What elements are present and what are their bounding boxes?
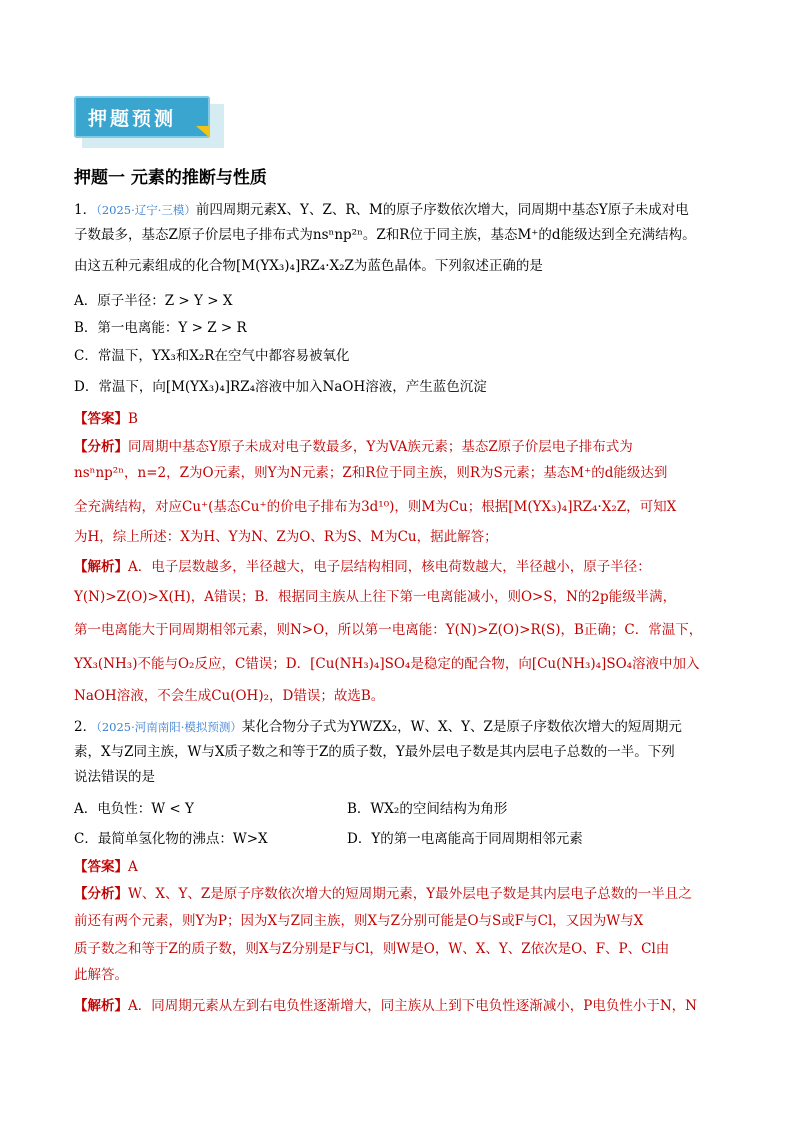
q1-option-b: B．第一电离能：Y > Z > R [74, 320, 247, 336]
section-title: 押题一 元素的推断与性质 [74, 168, 267, 188]
q1-stem-line2: 子数最多，基态Z原子价层电子排布式为nsⁿnp²ⁿ。Z和R位于同主族，基态M⁺的d能级达到全充满结构。 [74, 227, 696, 243]
section-banner [74, 96, 226, 148]
q1-explain-l5: NaOH溶液，不会生成Cu(OH)₂，D错误；故选B。 [74, 688, 385, 704]
q2-option-b: B．WX₂的空间结构为角形 [347, 801, 508, 817]
q2-analysis-l1: 【分析】W、X、Y、Z是原子序数依次增大的短周期元素，Y最外层电子数是其内层电子总数的一半且之 [74, 886, 692, 902]
q2-option-d: D．Y的第一电离能高于同周期相邻元素 [347, 831, 583, 847]
q2-option-c: C．最简单氢化物的沸点：W>X [74, 831, 268, 847]
q2-option-a: A．电负性：W < Y [74, 801, 194, 817]
q2-stem-line3: 说法错误的是 [74, 769, 155, 785]
q1-analysis-l3: 全充满结构，对应Cu⁺(基态Cu⁺的价电子排布为3d¹⁰)，则M为Cu；根据[M(YX₃)₄]RZ₄·X₂Z，可知X [74, 499, 677, 515]
q2-source: （2025·河南南阳·模拟预测） [96, 720, 242, 734]
q1-analysis-l2: nsⁿnp²ⁿ，n=2，Z为O元素，则Y为N元素；Z和R位于同主族，则R为S元素；基态M⁺的d能级达到 [74, 465, 668, 481]
q1-stem-line1: 1．（2025·辽宁·三模）前四周期元素X、Y、Z、R、M的原子序数依次增大，同周期中基态Y原子未成对电 [74, 202, 689, 218]
q2-analysis-l2: 前还有两个元素，则Y为P；因为X与Z同主族，则X与Z分别可能是O与S或F与Cl，又因为W与X [74, 913, 644, 929]
banner-text: 押题预测 [88, 108, 177, 130]
q2-explain-l1: 【解析】A．同周期元素从左到右电负性逐渐增大，同主族从上到下电负性逐渐减小，P电负性小于N，N [74, 998, 697, 1014]
q1-explain-l2: Y(N)>Z(O)>X(H)，A错误；B．根据同主族从上往下第一电离能减小，则O>S，N的2p能级半满， [74, 589, 677, 605]
q1-source: （2025·辽宁·三模） [96, 203, 196, 217]
q2-answer: 【答案】A [74, 859, 138, 875]
q1-explain-l4: YX₃(NH₃)不能与O₂反应，C错误；D．[Cu(NH₃)₄]SO₄是稳定的配合物，向[Cu(NH₃)₄]SO₄溶液中加入 [74, 656, 700, 672]
q1-option-c: C．常温下，YX₃和X₂R在空气中都容易被氧化 [74, 348, 350, 364]
q2-stem-line1: 2．（2025·河南南阳·模拟预测）某化合物分子式为YWZX₂，W、X、Y、Z是原子序数依次增大的短周期元 [74, 719, 682, 735]
q1-explain-l1: 【解析】A．电子层数越多，半径越大，电子层结构相同，核电荷数越大，半径越小，原子半径： [74, 559, 651, 575]
q1-analysis-l4: 为H，综上所述：X为H、Y为N、Z为O、R为S、M为Cu，据此解答； [74, 529, 498, 545]
q1-stem-line3: 由这五种元素组成的化合物[M(YX₃)₄]RZ₄·X₂Z为蓝色晶体。下列叙述正确的是 [74, 258, 543, 274]
q1-answer: 【答案】B [74, 411, 138, 427]
q1-explain-l3: 第一电离能大于同周期相邻元素，则N>O，所以第一电离能：Y(N)>Z(O)>R(S)，B正确；C．常温下， [74, 622, 703, 638]
q2-stem-line2: 素，X与Z同主族，W与X质子数之和等于Z的质子数，Y最外层电子数是其内层电子总数的一半。下列 [74, 744, 675, 760]
q1-option-a: A．原子半径：Z > Y > X [74, 293, 233, 309]
q2-analysis-l3: 质子数之和等于Z的质子数，则X与Z分别是F与Cl，则W是O，W、X、Y、Z依次是O、F、P、Cl由 [74, 941, 670, 957]
q2-analysis-l4: 此解答。 [74, 967, 128, 983]
q1-option-d: D．常温下，向[M(YX₃)₄]RZ₄溶液中加入NaOH溶液，产生蓝色沉淀 [74, 379, 487, 395]
q1-analysis-l1: 【分析】同周期中基态Y原子未成对电子数最多，Y为VA族元素；基态Z原子价层电子排布式为 [74, 439, 633, 455]
